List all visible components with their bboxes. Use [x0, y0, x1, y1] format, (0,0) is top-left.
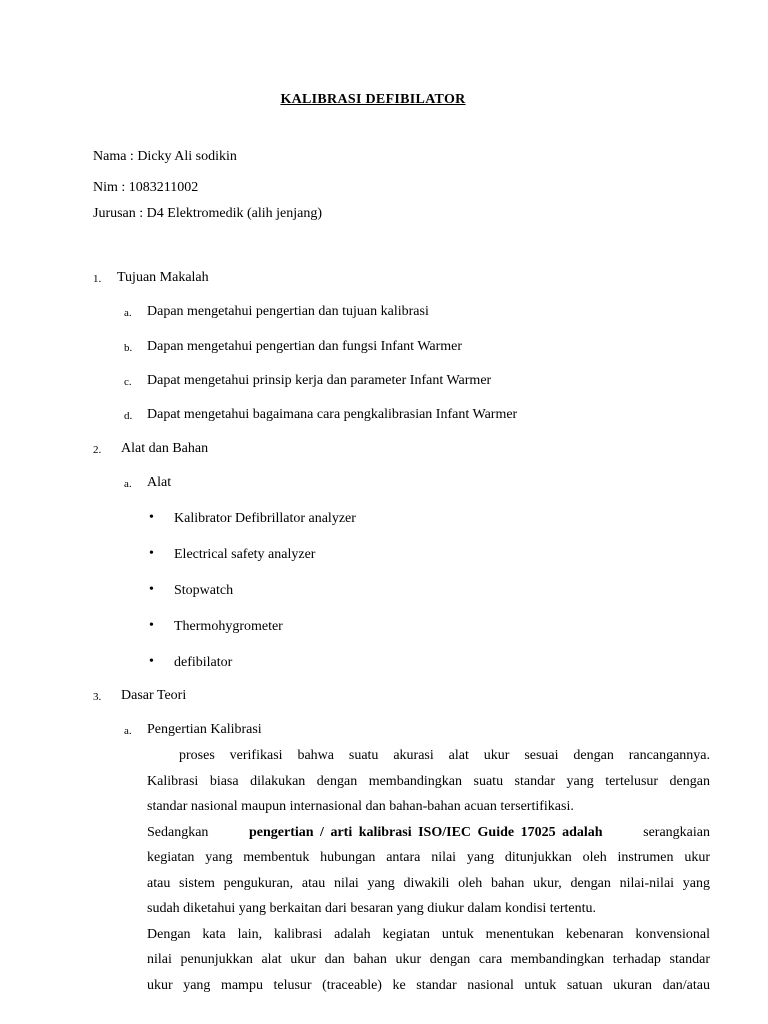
bullet-icon: •: [149, 582, 154, 597]
list-marker: a.: [124, 725, 132, 737]
paragraph-lead: Sedangkan: [147, 824, 209, 840]
paragraph-line: ukur yang mampu telusur (traceable) ke standar nasional untuk satuan ukuran dan/atau: [147, 977, 710, 993]
section-heading: Alat dan Bahan: [121, 441, 209, 456]
section-heading: Dasar Teori: [121, 688, 187, 703]
student-major: Jurusan : D4 Elektromedik (alih jenjang): [93, 206, 322, 221]
bullet-icon: •: [149, 510, 154, 525]
paragraph-line: kegiatan yang membentuk hubungan antara nilai yang ditunjukkan oleh instrumen ukur: [147, 850, 710, 865]
student-nim: Nim : 1083211002: [93, 180, 199, 195]
list-marker: b.: [124, 342, 133, 354]
list-item: Dapan mengetahui pengertian dan tujuan kalibrasi: [147, 304, 429, 319]
section-number: 1.: [93, 273, 102, 285]
paragraph-line: atau sistem pengukuran, atau nilai yang diwakili oleh bahan ukur, dengan nilai-nilai yang: [147, 875, 710, 891]
section-heading: Tujuan Makalah: [117, 270, 209, 285]
paragraph-line: standar nasional maupun internasional dan bahan-bahan acuan tersertifikasi.: [147, 799, 574, 814]
paragraph-definition: [147, 743, 710, 998]
bullet-icon: •: [149, 546, 154, 561]
paragraph-line: [147, 820, 710, 846]
paragraph-bold-term: pengertian / arti kalibrasi ISO/IEC Guide 17025 adalah: [249, 824, 603, 840]
list-marker: d.: [124, 410, 133, 422]
section-number: 3.: [93, 691, 102, 703]
paragraph-line: proses verifikasi bahwa suatu akurasi alat ukur sesuai dengan rancangannya.: [179, 748, 710, 763]
list-item: Pengertian Kalibrasi: [147, 722, 262, 737]
paragraph-line: Kalibrasi biasa dilakukan dengan membandingkan suatu standar yang tertelusur dengan: [147, 773, 710, 789]
paragraph-line: sudah diketahui yang berkaitan dari besaran yang diukur dalam kondisi tertentu.: [147, 901, 597, 916]
list-marker: a.: [124, 478, 132, 490]
bullet-icon: •: [149, 618, 154, 633]
paragraph-line: nilai penunjukkan alat ukur dan bahan ukur dengan cara membandingkan terhadap standar: [147, 952, 710, 967]
list-item: Alat: [147, 475, 172, 490]
bullet-item: defibilator: [174, 655, 233, 670]
paragraph-line: Dengan kata lain, kalibrasi adalah kegiatan untuk menentukan kebenaran konvensional: [147, 926, 710, 942]
document-title: KALIBRASI DEFIBILATOR: [280, 92, 466, 107]
bullet-item: Electrical safety analyzer: [174, 547, 316, 562]
bullet-item: Stopwatch: [174, 583, 234, 598]
bullet-item: Kalibrator Defibrillator analyzer: [174, 511, 356, 526]
student-name: Nama : Dicky Ali sodikin: [93, 149, 237, 164]
bullet-icon: •: [149, 654, 154, 669]
list-item: Dapan mengetahui pengertian dan fungsi Infant Warmer: [147, 339, 463, 354]
section-number: 2.: [93, 444, 102, 456]
paragraph-tail: serangkaian: [643, 824, 710, 840]
list-item: Dapat mengetahui bagaimana cara pengkalibrasian Infant Warmer: [147, 407, 518, 422]
list-marker: c.: [124, 376, 132, 388]
list-item: Dapat mengetahui prinsip kerja dan parameter Infant Warmer: [147, 373, 492, 388]
list-marker: a.: [124, 307, 132, 319]
bullet-item: Thermohygrometer: [174, 619, 283, 634]
